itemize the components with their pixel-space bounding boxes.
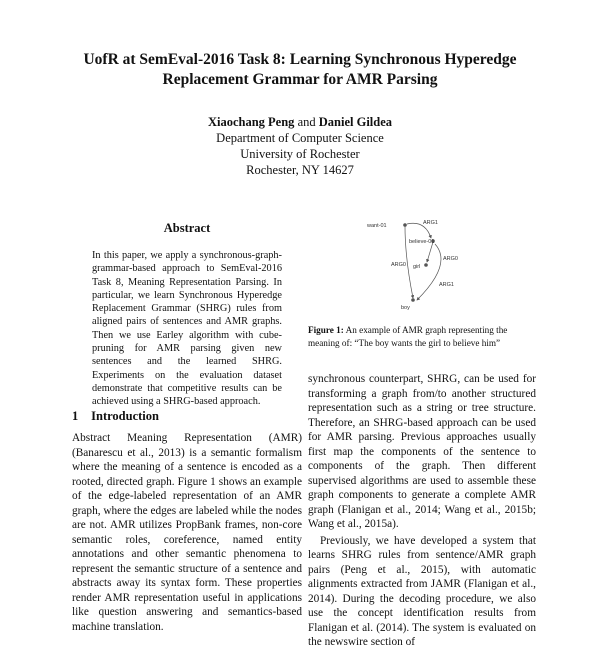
node-girl: girl <box>413 264 421 270</box>
author-university: University of Rochester <box>240 147 360 161</box>
edge-label-arg0-left: ARG0 <box>391 262 406 268</box>
abstract-heading: Abstract <box>163 221 211 235</box>
introduction-text <box>72 431 302 634</box>
author-address: Rochester, NY 14627 <box>246 163 354 177</box>
caption-label: Figure 1: <box>308 325 344 335</box>
section-heading <box>72 409 159 424</box>
title-line-2: Replacement Grammar for AMR Parsing <box>162 71 438 88</box>
author-1: Xiaochang Peng <box>207 115 295 129</box>
title-line-1: UofR at SemEval-2016 Task 8: Learning Synchronous Hyperedge <box>83 51 517 68</box>
author-2: Daniel Gildea <box>318 115 393 129</box>
right-paragraph-2: Previously, we have developed a system that learns SHRG rules from sentence/AMR graph pairs (Peng et al., 2015), with automatic alignments extracted from JAMR (Flanigan et al., 2014). During the decoding procedure, we also use the concept identification results from Flanigan et al. (2014). The system is evaluated on the newswire section of <box>308 534 536 648</box>
author-names <box>0 114 600 130</box>
figure-caption <box>308 324 536 349</box>
node-want: want-01 <box>367 223 387 229</box>
amr-graph <box>355 218 485 314</box>
author-conjunction: and <box>297 115 316 129</box>
author-block <box>0 114 600 178</box>
author-department: Department of Computer Science <box>216 131 384 145</box>
edge-believe-boy <box>417 244 441 300</box>
edge-believe-girl <box>427 242 433 262</box>
want-node-dot <box>403 223 407 227</box>
boy-node-dot <box>411 298 415 302</box>
edge-label-arg0-right: ARG0 <box>443 256 458 262</box>
abstract-text: In this paper, we apply a synchronous-graph-grammar-based approach to SemEval-2016 Task 8, Meaning Representation Parsing. In particular, we learn Synchronous Hyperedge Replacement Grammar (SHRG) rules from aligned pairs of sentences and AMR graphs. Then we use Earley algorithm with cube-pruning for AMR parsing given new sentences and the learned SHRG. Experiments on the evaluation dataset demonstrate that competitive results can be achieved using a SHRG-based approach. <box>92 250 282 408</box>
edge-label-arg1-top: ARG1 <box>423 220 438 226</box>
node-boy: boy <box>401 305 410 311</box>
amr-graph-figure <box>355 218 485 314</box>
node-believe: believe-01 <box>409 239 435 245</box>
right-column-text <box>308 372 536 650</box>
introduction-paragraph: Abstract Meaning Representation (AMR) (Banarescu et al., 2013) is a semantic formalism where the meaning of a sentence is encoded as a rooted, directed graph. Figure 1 shows an example of the edge-labeled representation of an AMR graph, where the edges are labeled while the nodes are not. AMR utilizes PropBank frames, non-core semantic roles, coreference, named entity annotations and other semantic phenomena to represent the semantic structure of a sentence and abstracts away its syntax form. These properties render AMR representation useful in applications like question answering and semantics-based machine translation. <box>72 432 302 633</box>
paper-title <box>0 50 600 90</box>
section-number: 1 <box>72 409 79 423</box>
girl-node-dot <box>424 263 428 267</box>
section-title: Introduction <box>91 409 159 423</box>
right-paragraph-1: synchronous counterpart, SHRG, can be used for transforming a graph from/to another structured representation such as a string or tree structure. Therefore, an SHRG-based approach can be used for AMR parsing. Previous approaches usually first map the components of the sentence to components of the graph. Then different supervised algorithms are used to assemble these graph components to generate a complete AMR graph (Flanigan et al., 2014; Wang et al., 2015b; Wang et al., 2015a). <box>308 373 536 530</box>
caption-text: An example of AMR graph representing the meaning of: “The boy wants the girl to believe him” <box>308 325 508 348</box>
edge-want-boy <box>405 226 413 298</box>
edge-label-arg1-bottom: ARG1 <box>439 282 454 288</box>
